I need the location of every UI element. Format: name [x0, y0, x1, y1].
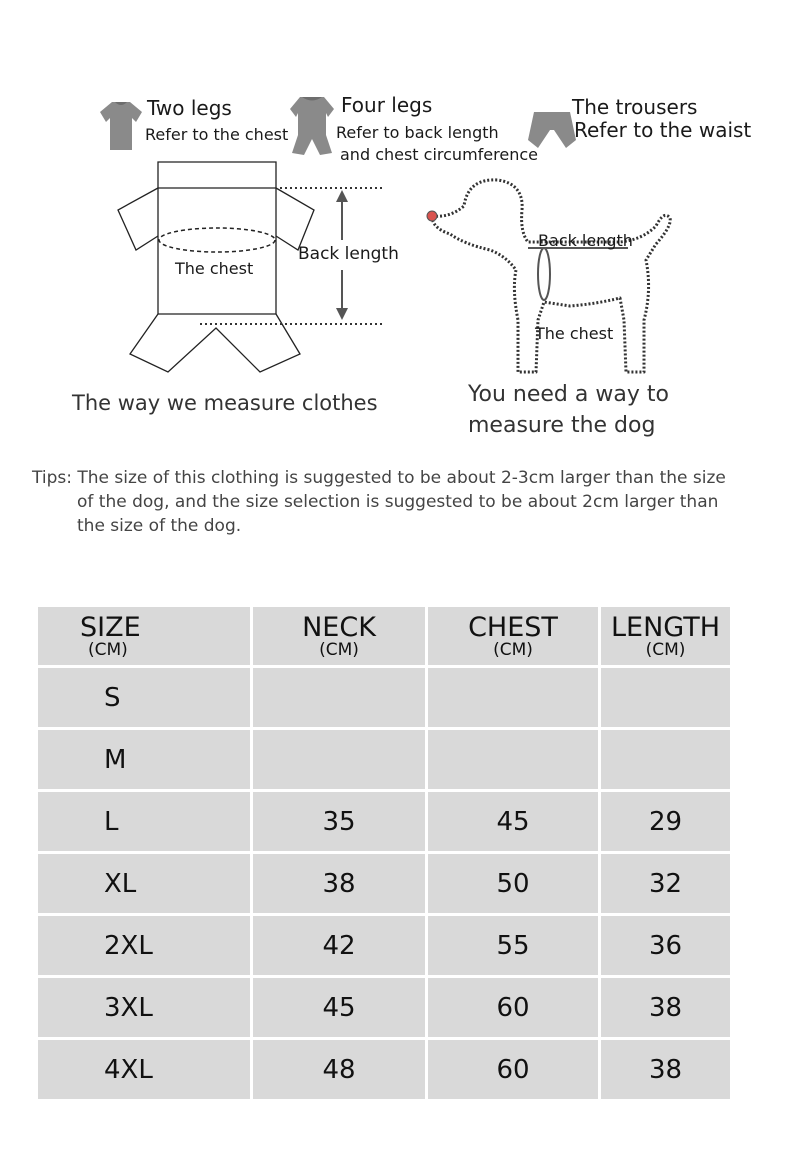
header-length — [601, 607, 730, 665]
neck-cell — [253, 668, 425, 727]
tips-line-1: Tips: The size of this clothing is suggested to be about 2-3cm larger than the size — [32, 468, 726, 488]
size-cell: 3XL — [38, 978, 250, 1037]
header-size — [38, 607, 250, 665]
length-cell — [601, 668, 730, 727]
neck-cell: 45 — [253, 978, 425, 1037]
dog-chest-label: The chest — [535, 324, 614, 343]
dog-caption-line-1: You need a way to — [468, 382, 669, 407]
size-cell: 2XL — [38, 916, 250, 975]
tips-line-2: of the dog, and the size selection is suggested to be about 2cm larger than — [77, 492, 719, 512]
neck-cell — [253, 730, 425, 789]
header-length-label: LENGTH — [610, 612, 721, 643]
dog-outline-diagram — [420, 170, 690, 385]
two-legs-subtitle: Refer to the chest — [145, 125, 289, 144]
neck-cell: 42 — [253, 916, 425, 975]
table-header-row — [38, 607, 730, 665]
table-row — [38, 978, 730, 1037]
header-length-unit: (CM) — [645, 640, 686, 660]
four-legs-title: Four legs — [341, 93, 433, 117]
length-cell: 29 — [601, 792, 730, 851]
four-legs-suit-icon — [288, 95, 336, 157]
size-cell: M — [38, 730, 250, 789]
neck-cell: 38 — [253, 854, 425, 913]
four-legs-subtitle-2: and chest circumference — [340, 145, 538, 164]
tips-paragraph — [32, 466, 762, 538]
length-cell: 32 — [601, 854, 730, 913]
chest-cell — [428, 730, 598, 789]
four-legs-subtitle-1: Refer to back length — [336, 123, 499, 142]
header-chest — [428, 607, 598, 665]
header-chest-unit: (CM) — [493, 640, 533, 660]
chest-cell: 60 — [428, 978, 598, 1037]
chest-cell: 45 — [428, 792, 598, 851]
dog-caption-line-2: measure the dog — [468, 413, 656, 438]
size-chart-table — [35, 604, 733, 1102]
header-chest-label: CHEST — [468, 612, 558, 643]
neck-cell: 35 — [253, 792, 425, 851]
trousers-subtitle: Refer to the waist — [574, 118, 752, 142]
length-cell: 36 — [601, 916, 730, 975]
length-cell — [601, 730, 730, 789]
table-row — [38, 916, 730, 975]
header-neck-label: NECK — [302, 612, 376, 643]
header-size-unit: (CM) — [88, 640, 128, 660]
trousers-icon — [526, 110, 578, 150]
trousers-title: The trousers — [572, 95, 698, 119]
clothes-back-length-label: Back length — [298, 244, 399, 264]
length-cell: 38 — [601, 978, 730, 1037]
size-cell: XL — [38, 854, 250, 913]
chest-cell — [428, 668, 598, 727]
header-size-label: SIZE — [80, 612, 141, 643]
dog-back-length-label: Back length — [538, 231, 633, 250]
tips-line-3: the size of the dog. — [77, 516, 242, 536]
table-row — [38, 854, 730, 913]
chest-cell: 50 — [428, 854, 598, 913]
table-row — [38, 792, 730, 851]
chest-cell: 60 — [428, 1040, 598, 1099]
clothes-caption: The way we measure clothes — [72, 391, 378, 415]
length-cell: 38 — [601, 1040, 730, 1099]
size-cell: S — [38, 668, 250, 727]
header-neck — [253, 607, 425, 665]
size-cell: L — [38, 792, 250, 851]
chest-cell: 55 — [428, 916, 598, 975]
clothes-chest-label: The chest — [175, 259, 254, 278]
clothing-outline-diagram — [110, 158, 410, 383]
two-legs-shirt-icon — [98, 100, 144, 152]
table-row — [38, 730, 730, 789]
header-neck-unit: (CM) — [319, 640, 359, 660]
two-legs-title: Two legs — [147, 96, 232, 120]
table-row — [38, 1040, 730, 1099]
table-row — [38, 668, 730, 727]
size-cell: 4XL — [38, 1040, 250, 1099]
neck-cell: 48 — [253, 1040, 425, 1099]
